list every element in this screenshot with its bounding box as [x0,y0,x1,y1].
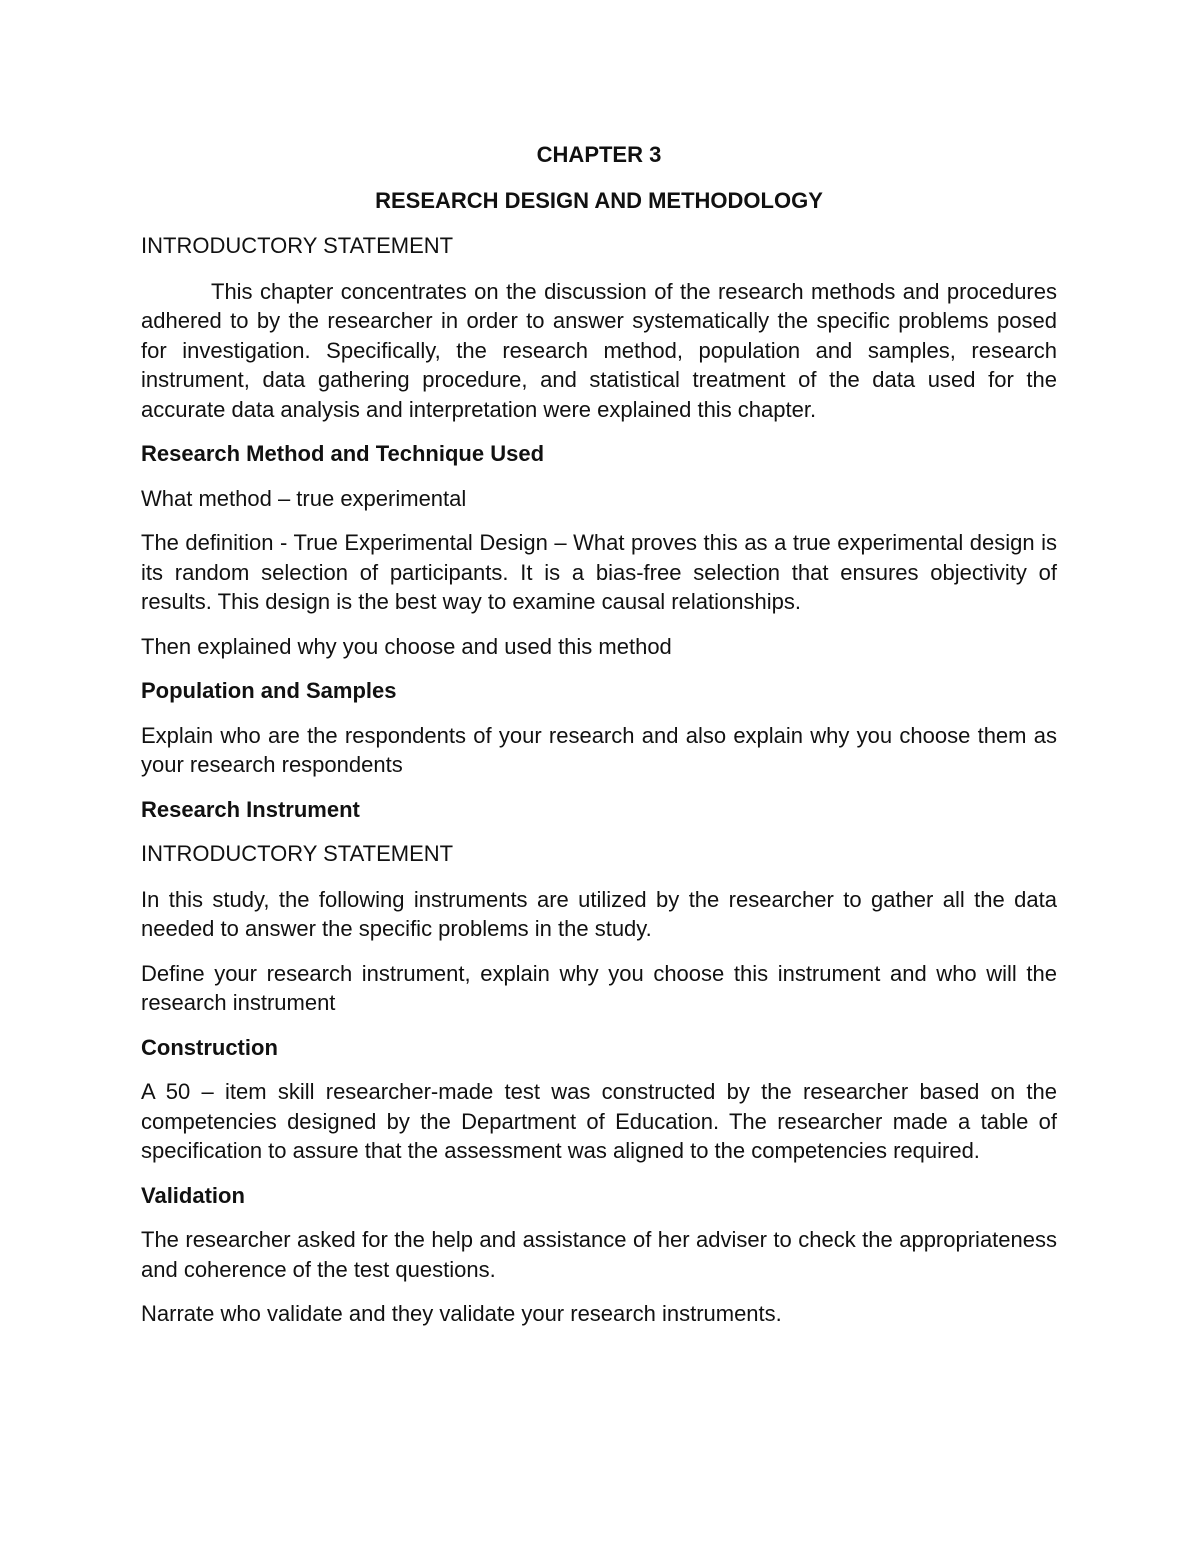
intro-paragraph: This chapter concentrates on the discussion of the research methods and procedures adhered to by the researcher in order to answer systematically the specific problems posed for investigation. Specifically, the research method, population and samples, research instrument, data gathering procedure, and statistical treatment of the data used for the accurate data analysis and interpretation were explained this chapter. [141,278,1057,422]
intro-label: INTRODUCTORY STATEMENT [141,233,454,258]
validation-paragraph-1: The researcher asked for the help and assistance of her adviser to check the appropriateness and coherence of the test questions. [141,1227,1057,1282]
validation-heading: Validation [141,1182,245,1208]
instrument-paragraph-1: In this study, the following instruments are utilized by the researcher to gather all the data needed to answer the specific problems in the study. [141,886,1057,941]
validation-paragraph-2: Narrate who validate and they validate your research instruments. [141,1301,782,1326]
instrument-heading: Research Instrument [141,796,360,822]
instrument-intro-label: INTRODUCTORY STATEMENT [141,841,454,866]
construction-paragraph: A 50 – item skill researcher-made test was constructed by the researcher based on the competencies designed by the Department of Education. The researcher made a table of specification to assure that the assessment was aligned to the competencies required. [141,1079,1057,1163]
what-method-text: What method – true experimental [141,485,467,511]
population-paragraph: Explain who are the respondents of your research and also explain why you choose them as your research respondents [141,722,1057,777]
instrument-paragraph-2: Define your research instrument, explain why you choose this instrument and who will the research instrument [141,960,1057,1015]
population-heading: Population and Samples [141,678,397,703]
explain-method-text: Then explained why you choose and used this method [141,633,672,659]
definition-paragraph: The definition - True Experimental Design – What proves this as a true experimental design is its random selection of participants. It is a bias-free selection that ensures objectivity of results. This design is the best way to examine causal relationships. [141,530,1057,614]
construction-heading: Construction [141,1034,278,1060]
document-page [141,140,1057,1344]
chapter-title: CHAPTER 3 [536,142,662,167]
research-method-heading: Research Method and Technique Used [141,441,545,466]
main-heading: RESEARCH DESIGN AND METHODOLOGY [375,187,823,213]
